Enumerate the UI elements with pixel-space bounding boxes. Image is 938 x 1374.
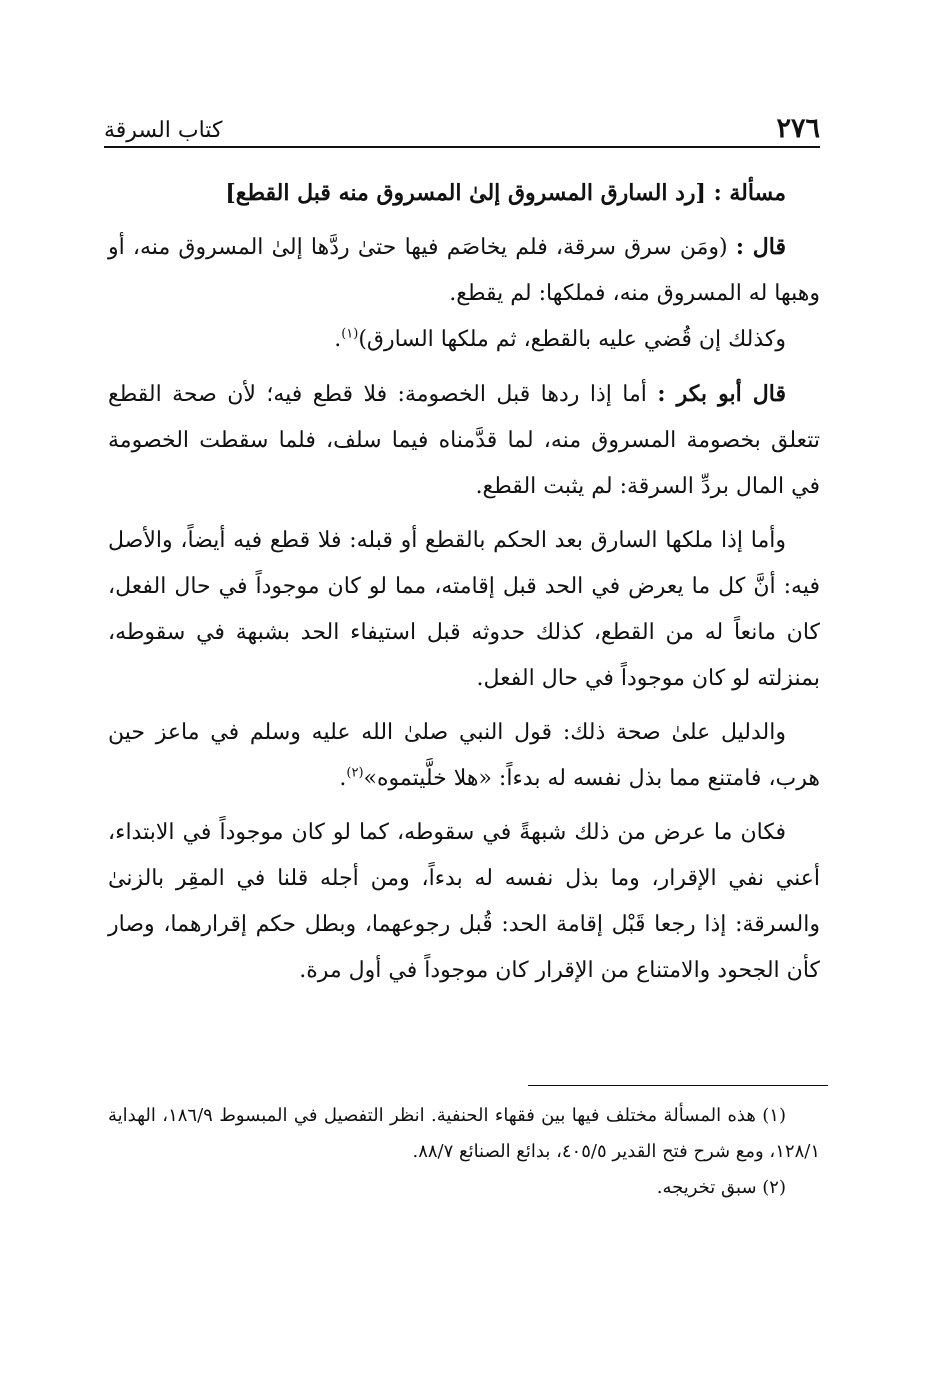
paragraph-quote-2	[108, 317, 820, 363]
page-header	[104, 92, 820, 142]
paragraph-evidence	[108, 710, 820, 802]
section-label: مسألة :	[713, 180, 786, 206]
footnote-1-line-1: (١) هذه المسألة مختلف فيها بين فقهاء الحنفية. انظر التفصيل في المبسوط	[219, 1105, 786, 1126]
header-divider	[104, 146, 820, 148]
paragraph-end: .	[339, 766, 347, 791]
running-title: كتاب السرقة	[104, 118, 223, 143]
paragraph-commentary	[108, 371, 820, 510]
section-heading	[108, 170, 820, 216]
paragraph-lead: قال أبو بكر :	[657, 381, 786, 407]
footnote-1-line-2: ١٨٦/٩، الهداية ١٢٨/١، ومع شرح فتح القدير ٤٠٥/٥، بدائع الصنائع ٨٨/٧.	[108, 1105, 820, 1162]
paragraph-text: فكان ما عرض من ذلك شبهةً في سقوطه، كما لو كان موجوداً في الابتداء، أعني نفي الإقرار، وما بذل نفسه له بدءاً، ومن أجله قلنا في المقِر بالزنىٰ والسرقة: إذا رجعا قَبْل إقامة الحد: قُبل رجوعهما، وبطل حكم إقرارهما، وصار كأن الجحود والامتناع من الإقرار كان موجوداً في أول مرة.	[108, 820, 820, 983]
paragraph-ownership	[108, 518, 820, 702]
paragraph-text: أما إذا ردها قبل الخصومة: فلا قطع فيه؛ لأن صحة القطع تتعلق بخصومة المسروق منه، لما قدَّمناه فيما سلف، فلما سقطت الخصومة في المال بردِّ السرقة: لم يثبت القطع.	[108, 382, 820, 499]
paragraph-conclusion	[108, 810, 820, 994]
paragraph-quote-1	[108, 224, 820, 317]
paragraph-text: (ومَن سرق سرقة، فلم يخاصَم فيها حتىٰ ردَّها إلىٰ المسروق منه، أو وهبها له المسروق منه، فملكها: لم يقطع.	[108, 235, 820, 306]
paragraph-end: .	[334, 327, 342, 352]
footnote-2: (٢) سبق تخريجه.	[656, 1177, 786, 1198]
paragraph-text: وكذلك إن قُضي عليه بالقطع، ثم ملكها السارق)	[358, 327, 786, 352]
footnote-reference-2[interactable]: (٢)	[346, 765, 364, 781]
paragraph-text: وأما إذا ملكها السارق بعد الحكم بالقطع أو قبله: فلا قطع فيه أيضاً، والأصل فيه: أنَّ كل ما يعرض في الحد قبل إقامته، مما لو كان موجوداً في حال الفعل، كان مانعاً له من القطع، كذلك حدوثه قبل استيفاء الحد بشبهة في سقوطه، بمنزلته لو كان موجوداً في حال الفعل.	[108, 528, 820, 691]
footnote-divider	[528, 1085, 828, 1086]
footnotes	[108, 1098, 820, 1206]
paragraph-text: والدليل علىٰ صحة ذلك: قول النبي صلىٰ الله عليه وسلم في ماعز حين هرب، فامتنع مما بذل نفسه له بدءاً: «هلا خلَّيتموه»	[108, 720, 820, 791]
footnote-reference-1[interactable]: (١)	[341, 326, 359, 342]
section-title: [رد السارق المسروق إلىٰ المسروق منه قبل القطع]	[225, 180, 706, 206]
main-text	[108, 170, 820, 1002]
page-number: ٢٧٦	[776, 113, 820, 144]
paragraph-lead: قال :	[735, 234, 786, 260]
footnote-1	[108, 1098, 820, 1170]
